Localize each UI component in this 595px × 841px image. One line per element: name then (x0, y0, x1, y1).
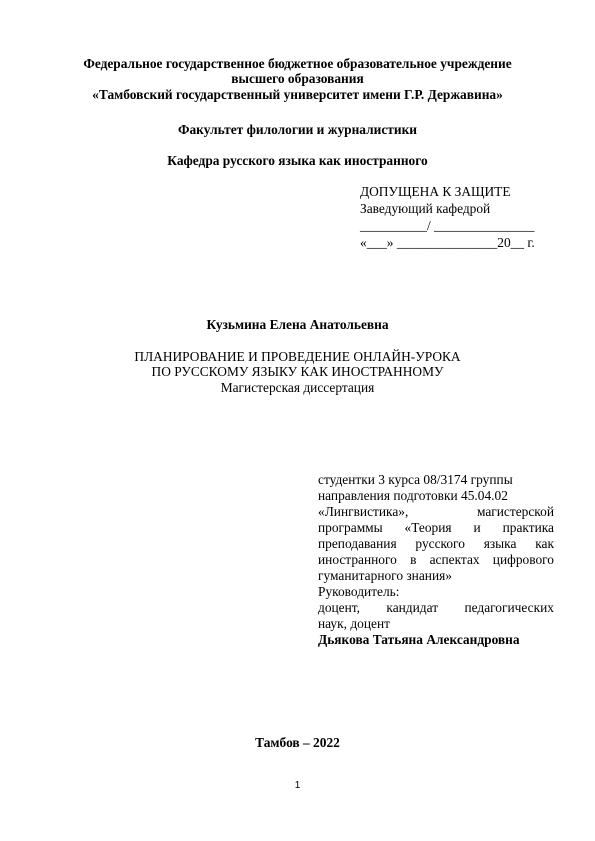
department-name: Кафедра русского языка как иностранного (167, 153, 428, 168)
supervisor-name: Дьякова Татьяна Александровна (318, 632, 520, 647)
approval-date-line: «___» _______________20__ г. (360, 235, 535, 250)
page-number: 1 (294, 780, 301, 791)
supervisor-degree-line: наук, доцент (318, 616, 390, 631)
thesis-title-line-2: ПО РУССКОМУ ЯЗЫКУ КАК ИНОСТРАННОМУ (151, 364, 444, 379)
supervisor-degree-line: доцент, кандидат педагогических (318, 600, 554, 615)
student-info-line: студентки 3 курса 08/3174 группы (318, 472, 513, 487)
approval-heading: ДОПУЩЕНА К ЗАЩИТЕ (360, 184, 511, 199)
approval-block (360, 183, 535, 251)
faculty-name: Факультет филологии и журналистики (177, 122, 418, 137)
student-info-line: «Лингвистика», магистерской (318, 504, 554, 519)
thesis-title-line-1: ПЛАНИРОВАНИЕ И ПРОВЕДЕНИЕ ОНЛАЙН-УРОКА (134, 349, 461, 364)
student-info-line: преподавания русского языка как (318, 536, 554, 551)
thesis-type: Магистерская диссертация (220, 380, 375, 395)
institution-line-1: Федеральное государственное бюджетное образовательное учреждение (83, 56, 512, 71)
approval-head-of-department: Заведующий кафедрой (360, 201, 491, 216)
student-info-block (318, 472, 554, 648)
institution-line-2: высшего образования (231, 71, 364, 86)
supervisor-label: Руководитель: (318, 584, 400, 599)
student-info-line: иностранного в аспектах цифрового (318, 552, 554, 567)
student-info-line: программы «Теория и практика (318, 520, 554, 535)
city-year: Тамбов – 2022 (255, 735, 340, 750)
student-info-line: направления подготовки 45.04.02 (318, 488, 508, 503)
author-name: Кузьмина Елена Анатольевна (206, 317, 389, 332)
institution-line-3: «Тамбовский государственный университет имени Г.Р. Державина» (92, 87, 503, 102)
student-info-line: гуманитарного знания» (318, 568, 452, 583)
approval-signature-line: __________/ _______________ (360, 218, 535, 233)
